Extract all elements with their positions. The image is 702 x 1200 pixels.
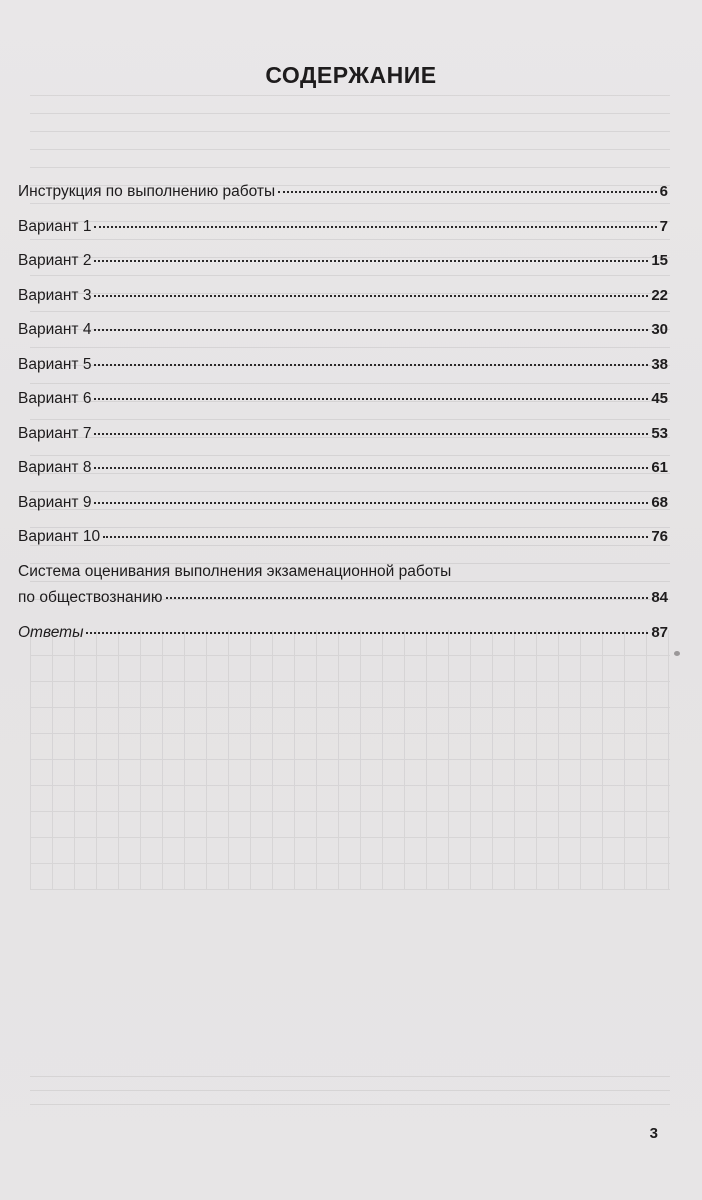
toc-entry-label: Вариант 9: [18, 493, 92, 511]
toc-entry-page: 68: [651, 493, 668, 511]
toc-entry-variant-8[interactable]: [18, 459, 668, 494]
paper-speck: [674, 651, 680, 656]
toc-entry-variant-10[interactable]: [18, 528, 668, 563]
toc-entry-page: 15: [651, 252, 668, 269]
toc-entry-variant-5[interactable]: [18, 356, 668, 391]
toc-entry-variant-3[interactable]: [18, 287, 668, 322]
dot-leader: [94, 329, 648, 331]
toc-entry-label: Вариант 10: [18, 528, 101, 545]
dot-leader: [103, 536, 648, 538]
toc-entry-variant-9[interactable]: [18, 494, 668, 529]
page-title: СОДЕРЖАНИЕ: [265, 62, 437, 88]
toc-entry-variant-4[interactable]: [18, 321, 668, 356]
dot-leader: [278, 191, 657, 193]
table-of-contents: [18, 183, 668, 658]
page-number: 3: [649, 1125, 658, 1142]
toc-entry-grading-system[interactable]: [18, 563, 668, 624]
toc-entry-page: 7: [659, 217, 668, 235]
toc-entry-label: Вариант 7: [18, 424, 92, 442]
toc-entry-instructions[interactable]: [18, 183, 668, 218]
dot-leader: [94, 260, 648, 262]
toc-entry-page: 30: [651, 321, 668, 338]
toc-entry-page: 53: [651, 424, 668, 442]
toc-entry-label: Вариант 1: [18, 217, 92, 235]
toc-entry-variant-1[interactable]: [18, 218, 668, 253]
toc-entry-label: Вариант 2: [18, 252, 92, 269]
toc-entry-answers[interactable]: [18, 624, 668, 659]
toc-entry-label: Вариант 6: [18, 390, 92, 407]
toc-entry-page: 45: [651, 390, 668, 407]
toc-entry-variant-7[interactable]: [18, 425, 668, 460]
toc-entry-label: Вариант 8: [18, 459, 92, 476]
dot-leader: [86, 632, 648, 634]
dot-leader: [94, 295, 648, 297]
toc-entry-page: 87: [651, 623, 668, 641]
toc-entry-page: 76: [651, 528, 668, 545]
toc-entry-label: Инструкция по выполнению работы: [18, 183, 276, 200]
toc-entry-label-line-2: по обществознанию: [18, 588, 163, 606]
toc-entry-page: 22: [651, 286, 668, 304]
dot-leader: [166, 597, 649, 599]
dot-leader: [94, 226, 656, 228]
toc-entry-page: 84: [651, 588, 668, 606]
toc-entry-label: Ответы: [18, 623, 84, 641]
toc-entry-page: 38: [651, 355, 668, 373]
toc-entry-variant-6[interactable]: [18, 390, 668, 425]
dot-leader: [94, 364, 648, 366]
toc-entry-variant-2[interactable]: [18, 252, 668, 287]
toc-entry-label: Вариант 3: [18, 286, 92, 304]
toc-entry-second-row: [18, 589, 668, 607]
toc-entry-label: Вариант 5: [18, 355, 92, 373]
dot-leader: [94, 433, 648, 435]
toc-entry-page: 61: [651, 459, 668, 476]
dot-leader: [94, 502, 648, 504]
toc-entry-label-line-1: Система оценивания выполнения экзаменационной работы: [18, 562, 452, 580]
dot-leader: [94, 467, 648, 469]
toc-entry-label: Вариант 4: [18, 321, 92, 338]
dot-leader: [94, 398, 648, 400]
toc-entry-page: 6: [659, 183, 668, 200]
